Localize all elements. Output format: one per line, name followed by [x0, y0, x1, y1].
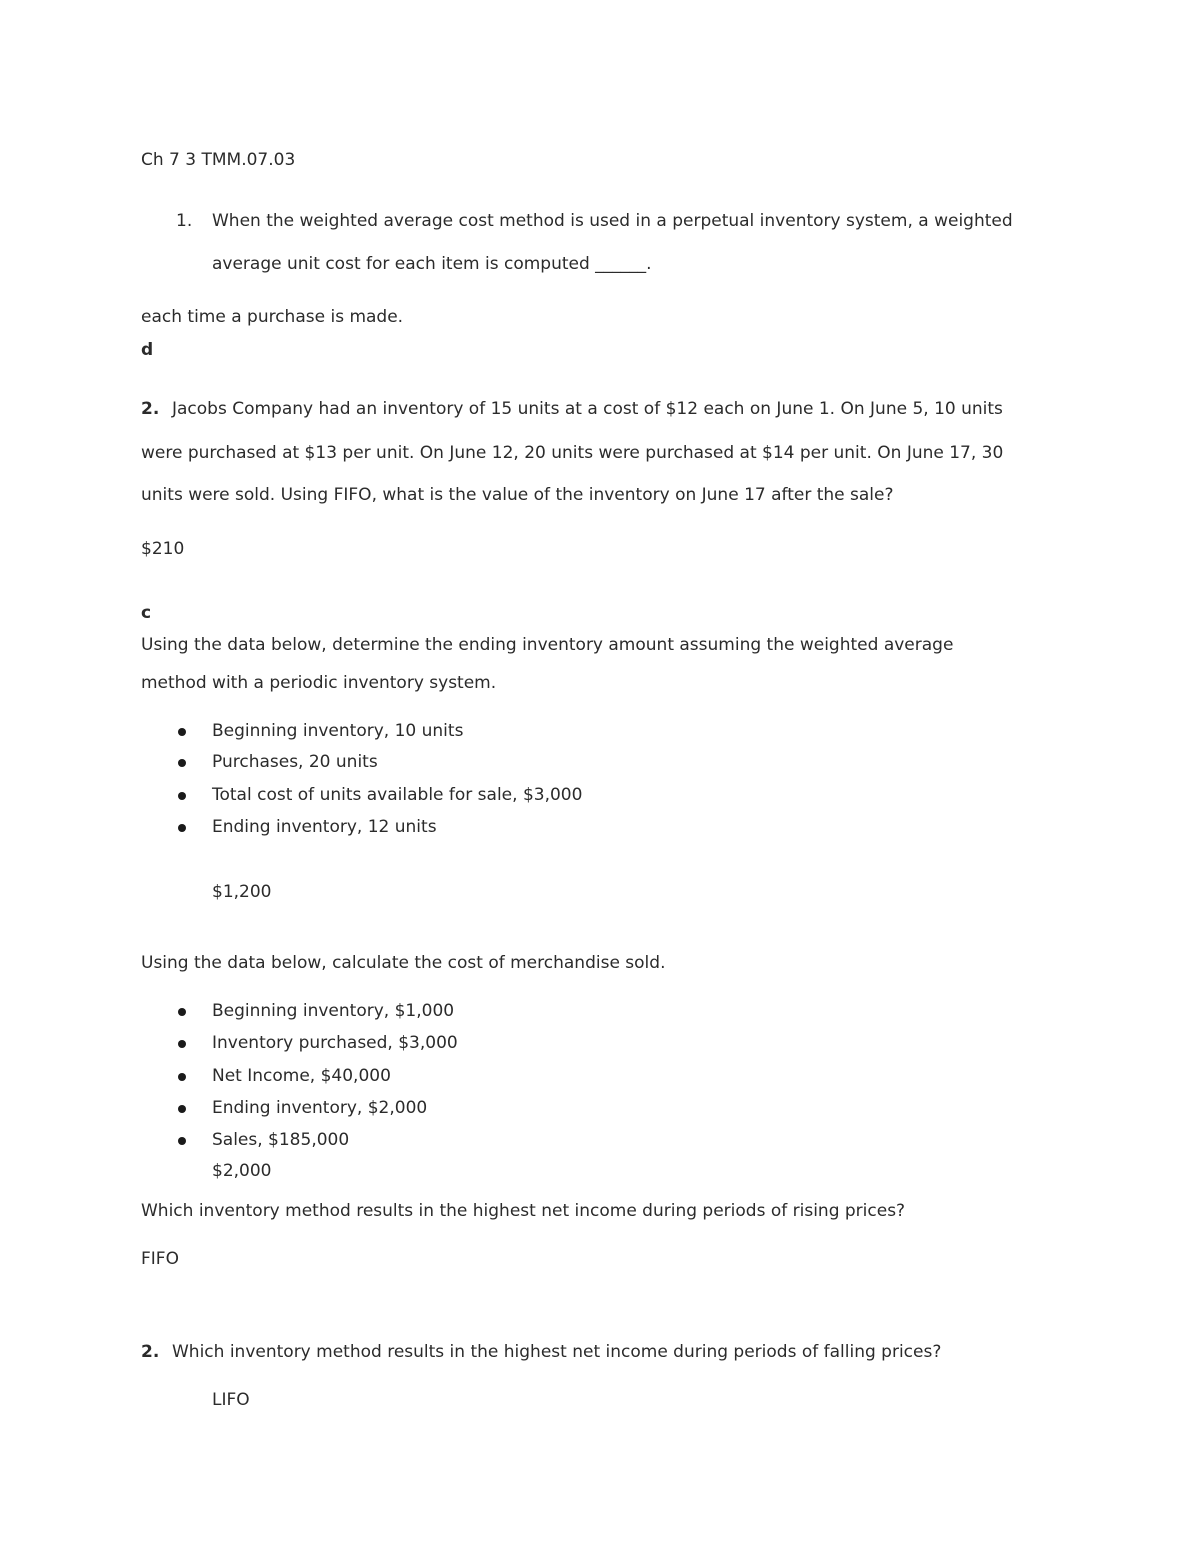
- bullet-icon: [178, 1040, 186, 1048]
- bullet-icon: [178, 1137, 186, 1145]
- q1-text-line1: When the weighted average cost method is used in a perpetual inventory system, a weighted: [212, 211, 1013, 231]
- q6-answer: LIFO: [212, 1390, 250, 1410]
- q4-answer: $2,000: [212, 1161, 272, 1181]
- bullet-icon: [178, 792, 186, 800]
- bullet-icon: [178, 1073, 186, 1081]
- q3-bullet-item: Purchases, 20 units: [212, 752, 378, 772]
- q1-answer-letter: d: [141, 340, 154, 360]
- q5-answer: FIFO: [141, 1249, 179, 1269]
- bullet-icon: [178, 1008, 186, 1016]
- bullet-icon: [178, 824, 186, 832]
- q1-text-line2: average unit cost for each item is computed ______.: [212, 254, 652, 274]
- q4-bullet-item: Beginning inventory, $1,000: [212, 1001, 455, 1021]
- q3-answer: $1,200: [212, 882, 272, 902]
- q2-number: 2.: [141, 399, 160, 419]
- bullet-icon: [178, 728, 186, 736]
- q2-text-line2: were purchased at $13 per unit. On June 12, 20 units were purchased at $14 per unit. On June 17, 30: [141, 443, 1004, 463]
- q4-text-line1: Using the data below, calculate the cost of merchandise sold.: [141, 953, 666, 973]
- q3-text-line2: method with a periodic inventory system.: [141, 673, 497, 693]
- document-title: Ch 7 3 TMM.07.03: [141, 150, 296, 170]
- q2-text-line3: units were sold. Using FIFO, what is the value of the inventory on June 17 after the sale?: [141, 485, 894, 505]
- q2-text-line1: Jacobs Company had an inventory of 15 units at a cost of $12 each on June 1. On June 5, 10 units: [172, 399, 1003, 419]
- q1-answer: each time a purchase is made.: [141, 307, 404, 327]
- bullet-icon: [178, 1105, 186, 1113]
- q1-number: 1.: [176, 211, 193, 231]
- bullet-icon: [178, 759, 186, 767]
- q4-bullet-item: Ending inventory, $2,000: [212, 1098, 428, 1118]
- q3-bullet-item: Total cost of units available for sale, $3,000: [212, 785, 583, 805]
- q4-bullet-item: Sales, $185,000: [212, 1130, 350, 1150]
- q3-bullet-item: Ending inventory, 12 units: [212, 817, 437, 837]
- q2-answer-letter: c: [141, 603, 152, 623]
- q6-number: 2.: [141, 1342, 160, 1362]
- q4-bullet-item: Net Income, $40,000: [212, 1066, 391, 1086]
- q5-text-line1: Which inventory method results in the highest net income during periods of rising prices?: [141, 1201, 906, 1221]
- q3-text-line1: Using the data below, determine the ending inventory amount assuming the weighted average: [141, 635, 954, 655]
- q6-text-line1: Which inventory method results in the highest net income during periods of falling prices?: [172, 1342, 942, 1362]
- q4-bullet-item: Inventory purchased, $3,000: [212, 1033, 458, 1053]
- q3-bullet-item: Beginning inventory, 10 units: [212, 721, 464, 741]
- q2-answer: $210: [141, 539, 185, 559]
